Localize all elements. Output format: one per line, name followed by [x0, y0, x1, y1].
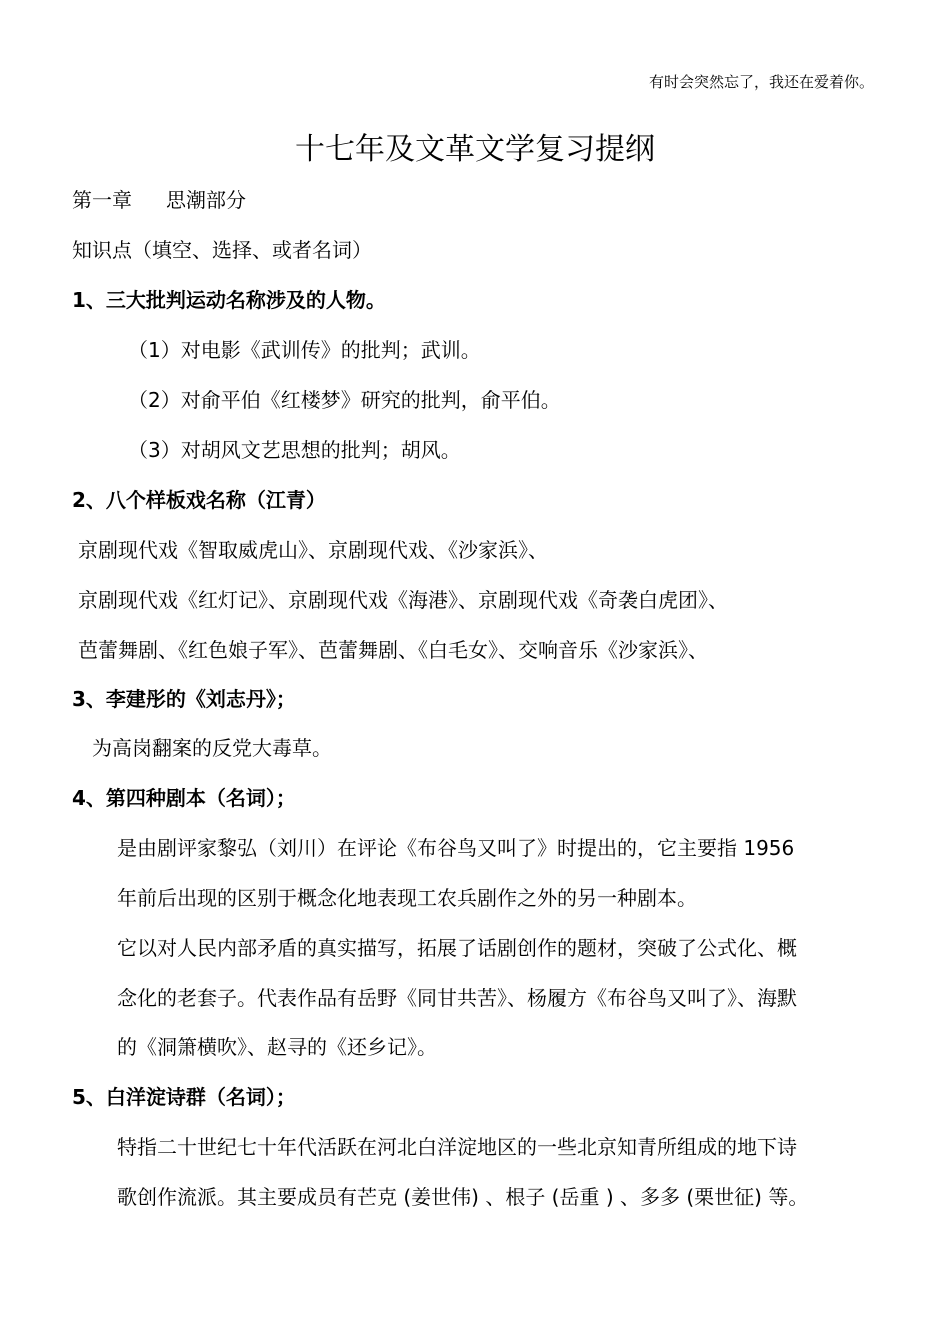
section-4-heading: 4、第四种剧本（名词）；: [72, 786, 296, 810]
section-4-line: 是由剧评家黎弘（刘川）在评论《布谷鸟又叫了》时提出的，它主要指 1956: [117, 836, 795, 860]
section-4-line: 的《洞箫横吹》、赵寻的《还乡记》。: [117, 1035, 437, 1059]
section-3-heading: 3、李建彤的《刘志丹》；: [72, 687, 296, 711]
chapter-heading: [72, 185, 246, 215]
section-2-line: 京剧现代戏《红灯记》、京剧现代戏《海港》、京剧现代戏《奇袭白虎团》、: [78, 588, 728, 612]
section-4-line: 年前后出现的区别于概念化地表现工农兵剧作之外的另一种剧本。: [117, 886, 697, 910]
section-4-line: 念化的老套子。代表作品有岳野《同甘共苦》、杨履方《布谷鸟又叫了》、海默: [117, 986, 797, 1010]
section-1-heading: 1、三大批判运动名称涉及的人物。: [72, 288, 386, 312]
document-title: 十七年及文革文学复习提纲: [295, 132, 655, 167]
section-1-item: （2）对俞平伯《红楼梦》研究的批判，俞平伯。: [128, 388, 561, 412]
section-5-line: 歌创作流派。其主要成员有芒克 (姜世伟) 、根子 (岳重 ) 、多多 (栗世征) 等。: [117, 1185, 809, 1209]
chapter-name: 思潮部分: [166, 188, 246, 212]
section-2-line: 京剧现代戏《智取威虎山》、京剧现代戏、《沙家浜》、: [78, 538, 548, 562]
header-note: 有时会突然忘了，我还在爱着你。: [648, 73, 874, 91]
section-5-heading: 5、白洋淀诗群（名词）；: [72, 1085, 296, 1109]
section-2-line: 芭蕾舞剧、《红色娘子军》、芭蕾舞剧、《白毛女》、交响音乐《沙家浜》、: [78, 638, 708, 662]
section-4-line: 它以对人民内部矛盾的真实描写，拓展了话剧创作的题材，突破了公式化、概: [117, 936, 797, 960]
section-1-item: （1）对电影《武训传》的批判；武训。: [128, 338, 481, 362]
knowledge-note: 知识点（填空、选择、或者名词）: [72, 238, 372, 262]
chapter-label: 第一章: [72, 188, 132, 212]
section-2-heading: 2、八个样板戏名称（江青）: [72, 488, 326, 512]
section-3-line: 为高岗翻案的反党大毒草。: [92, 736, 332, 760]
section-1-item: （3）对胡风文艺思想的批判；胡风。: [128, 438, 461, 462]
section-5-line: 特指二十世纪七十年代活跃在河北白洋淀地区的一些北京知青所组成的地下诗: [117, 1135, 797, 1159]
